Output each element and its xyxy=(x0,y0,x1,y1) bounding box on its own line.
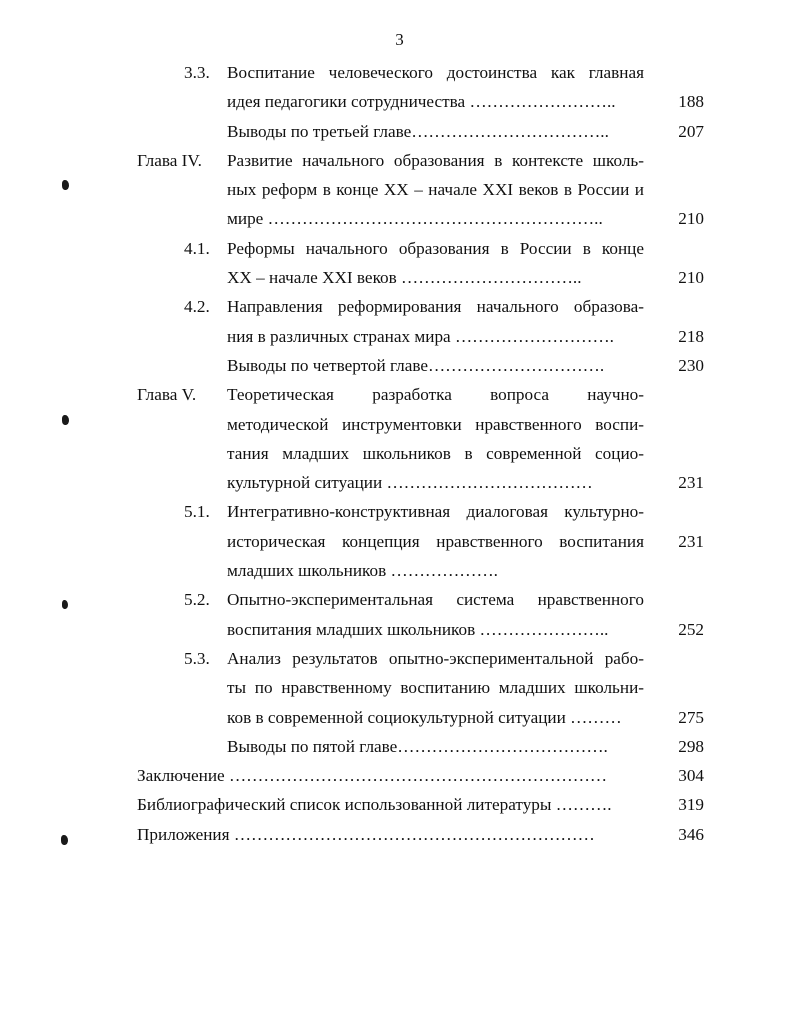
entry-title-line: Заключение ………………………………………………………… xyxy=(137,766,608,786)
toc-row xyxy=(0,87,799,116)
toc-row xyxy=(0,732,799,761)
toc-row xyxy=(0,175,799,204)
toc-row xyxy=(0,380,799,409)
entry-title-line: ных реформ в конце XX – начале XXI веков в России и xyxy=(227,180,644,200)
section-number: 5.1. xyxy=(184,502,210,522)
toc-row xyxy=(0,146,799,175)
entry-title-line: Развитие начального образования в контексте школь- xyxy=(227,150,644,170)
entry-title-line: Опытно-экспериментальная система нравственного xyxy=(227,590,644,610)
toc-row xyxy=(0,585,799,614)
toc-row xyxy=(0,263,799,292)
toc-row xyxy=(0,322,799,351)
toc-row xyxy=(0,703,799,732)
toc-row xyxy=(0,292,799,321)
entry-page: 252 xyxy=(678,619,704,639)
toc-row xyxy=(0,644,799,673)
entry-page: 275 xyxy=(678,707,704,727)
toc-row xyxy=(0,790,799,819)
toc-row xyxy=(0,497,799,526)
entry-title-line: Выводы по четвертой главе…………………………. xyxy=(227,355,605,375)
entry-title-line: ков в современной социокультурной ситуации ……… xyxy=(227,707,622,727)
entry-page: 319 xyxy=(678,795,704,815)
toc-row xyxy=(0,117,799,146)
chapter-number: Глава IV. xyxy=(137,150,202,170)
entry-page: 298 xyxy=(678,736,704,756)
page-number: 3 xyxy=(395,30,404,49)
section-number: 4.2. xyxy=(184,297,210,317)
toc-row xyxy=(0,556,799,585)
entry-title-line: тания младших школьников в современной социо- xyxy=(227,443,644,463)
entry-title-line: мире ………………………………………………….. xyxy=(227,209,603,229)
entry-title-line: воспитания младших школьников ………………….. xyxy=(227,619,609,639)
entry-title-line: методической инструментовки нравственного воспи- xyxy=(227,414,644,434)
toc-row xyxy=(0,468,799,497)
entry-title-line: Воспитание человеческого достоинства как главная xyxy=(227,63,644,82)
entry-page: 231 xyxy=(678,473,704,493)
entry-page: 304 xyxy=(678,766,704,786)
entry-page: 230 xyxy=(678,355,704,375)
entry-page: 218 xyxy=(678,326,704,346)
entry-title-line: Выводы по третьей главе…………………………….. xyxy=(227,121,609,141)
entry-title-line: Теоретическая разработка вопроса научно- xyxy=(227,385,644,405)
table-of-contents xyxy=(0,58,799,849)
entry-title-line: ты по нравственному воспитанию младших школьни- xyxy=(227,678,644,698)
section-number: 4.1. xyxy=(184,238,210,258)
entry-page: 207 xyxy=(678,121,704,141)
entry-title-line: идея педагогики сотрудничества …………………….. xyxy=(227,92,616,112)
section-number: 5.2. xyxy=(184,590,210,610)
entry-title-line: культурной ситуации ……………………………… xyxy=(227,473,593,493)
toc-row xyxy=(0,204,799,233)
scan-speck xyxy=(62,180,69,190)
entry-title-line: Анализ результатов опытно-экспериментальной рабо- xyxy=(227,648,644,668)
section-number: 3.3. xyxy=(184,63,210,82)
toc-row xyxy=(0,761,799,790)
entry-title-line: Библиографический список использованной литературы ………. xyxy=(137,795,612,815)
toc-row xyxy=(0,351,799,380)
scan-speck xyxy=(62,415,69,425)
entry-title-line: Приложения ……………………………………………………… xyxy=(137,824,595,844)
scan-speck xyxy=(61,835,68,845)
toc-row xyxy=(0,615,799,644)
entry-page: 210 xyxy=(678,268,704,288)
section-number: 5.3. xyxy=(184,648,210,668)
toc-row xyxy=(0,820,799,849)
entry-page: 346 xyxy=(678,824,704,844)
toc-row xyxy=(0,673,799,702)
toc-row xyxy=(0,234,799,263)
entry-title-line: ния в различных странах мира ………………………. xyxy=(227,326,614,346)
scan-speck xyxy=(62,600,68,609)
entry-title-line: Выводы по пятой главе………………………………. xyxy=(227,736,608,756)
chapter-number: Глава V. xyxy=(137,385,197,405)
toc-row xyxy=(0,58,799,87)
entry-title-line: Реформы начального образования в России в конце xyxy=(227,238,644,258)
entry-title-line: XX – начале XXI веков ………………………….. xyxy=(227,268,582,288)
toc-row xyxy=(0,527,799,556)
entry-title-line: Интегративно-конструктивная диалоговая культурно- xyxy=(227,502,644,522)
entry-title-line: младших школьников ………………. xyxy=(227,561,498,581)
entry-title-line: Направления реформирования начального образова- xyxy=(227,297,644,317)
toc-row xyxy=(0,439,799,468)
entry-title-line: историческая концепция нравственного воспитания xyxy=(227,531,644,551)
entry-page: 188 xyxy=(678,92,704,112)
entry-page: 231 xyxy=(678,531,704,551)
toc-row xyxy=(0,410,799,439)
entry-page: 210 xyxy=(678,209,704,229)
